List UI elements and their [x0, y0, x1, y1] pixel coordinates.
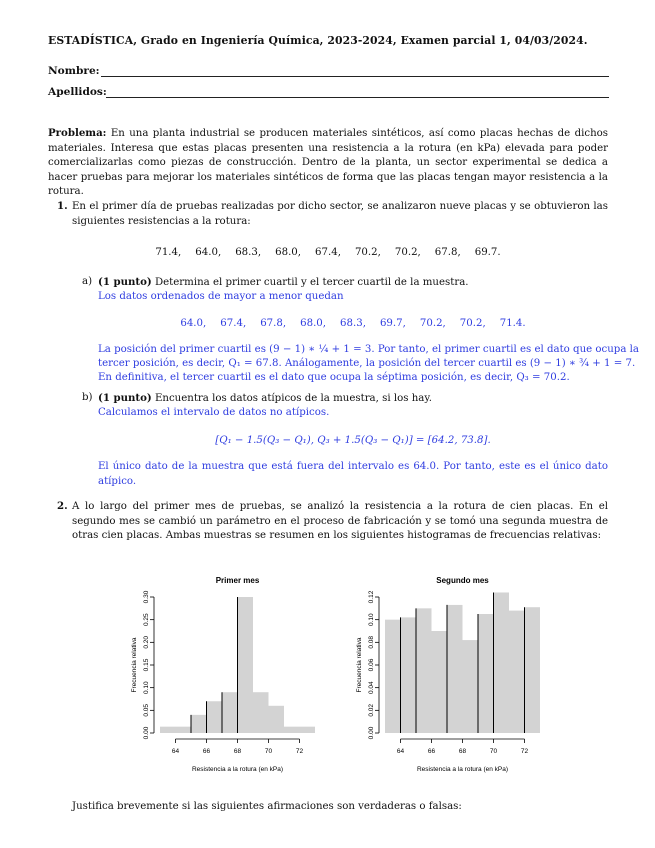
- surname-line: [106, 97, 609, 98]
- y-tick-label: 0.20: [143, 636, 150, 649]
- problem-statement: [48, 126, 608, 200]
- q1b-formula: [Q₁ − 1.5(Q₃ − Q₁), Q₃ + 1.5(Q₃ − Q₁)] = [64.2, 73.8].: [215, 435, 491, 446]
- histogram-bar: [191, 715, 207, 733]
- x-tick-label: 64: [171, 748, 180, 755]
- chart-title: Segundo mes: [436, 576, 489, 585]
- q1a-sorted-value: 70.2,: [419, 318, 446, 329]
- histogram-bar: [222, 692, 238, 733]
- histogram-bar: [478, 614, 494, 733]
- problem-text: En una planta industrial se producen materiales sintéticos, así como placas hechas de dichos materiales. Interesa que estas placas presenten una resistencia a la rotura (en kPa) elevada para poder comercializarlas como piezas de construcción. Dentro de la planta, un sector experimental se dedica a hacer pruebas para mejorar los materiales sintéticos de forma que las placas tengan mayor resistencia a la rotura.: [48, 128, 608, 198]
- y-tick-label: 0.04: [368, 681, 375, 694]
- name-line: [101, 76, 609, 77]
- q1a-marker: a): [82, 276, 93, 287]
- q1a-sorted-value: 71.4.: [499, 318, 526, 329]
- y-tick-label: 0.02: [368, 704, 375, 717]
- q1b-marker: b): [82, 392, 93, 403]
- q2-text: A lo largo del primer mes de pruebas, se analizó la resistencia a la rotura de cien placas. En el segundo mes se cambió un parámetro en el proceso de fabricación y se tomó una segunda muestra de otras cien placas. Ambas muestras se resumen en los siguientes histogramas de frecuencias relativas:: [72, 501, 608, 542]
- histogram-bar: [269, 706, 285, 733]
- histogram-bar: [385, 620, 401, 733]
- q1a-answer-line1: La posición del primer cuartil es (9 − 1) ∗ ¼ + 1 = 3. Por tanto, el primer cuartil es el dato que ocupa la: [98, 344, 639, 355]
- x-tick-label: 70: [489, 748, 498, 755]
- q1a-points: (1 punto): [98, 276, 152, 288]
- x-tick-label: 68: [458, 748, 467, 755]
- histogram-segundo-mes: [356, 576, 540, 773]
- x-tick-label: 72: [520, 748, 529, 755]
- x-tick-label: 70: [264, 748, 273, 755]
- x-axis-label: Resistencia a la rotura (en kPa): [416, 766, 509, 773]
- q1a-answer-line3: En definitiva, el tercer cuartil es el dato que ocupa la séptima posición, es decir, Q₃ = 70.2.: [98, 372, 570, 384]
- histograms-figure: [115, 565, 555, 780]
- exam-title: ESTADÍSTICA, Grado en Ingeniería Química, 2023-2024, Examen parcial 1, 04/03/2024.: [48, 34, 588, 47]
- q1b-text: Encuentra los datos atípicos de la muestra, si los hay.: [154, 393, 432, 404]
- q1-text: En el primer día de pruebas realizadas por dicho sector, se analizaron nueve placas y se obtuvieron las siguientes resistencias a la rotura:: [72, 201, 608, 227]
- q1-data-value: 68.0,: [275, 247, 302, 258]
- y-tick-label: 0.10: [368, 613, 375, 626]
- q1a-sorted-value: 64.0,: [180, 318, 207, 329]
- q1-number: 1.: [57, 200, 68, 212]
- histogram-bar: [253, 692, 269, 733]
- problem-label: Problema:: [48, 127, 107, 139]
- q1a-sorted-value: 69.7,: [379, 318, 406, 329]
- q1a-sorted-value: 67.4,: [220, 318, 247, 329]
- chart-title: Primer mes: [215, 576, 260, 585]
- q1b-conclusion: El único dato de la muestra que está fuera del intervalo es 64.0. Por tanto, este es el único dato atípico.: [98, 461, 608, 487]
- q1a-question: [98, 276, 608, 288]
- y-tick-label: 0.08: [368, 636, 375, 649]
- q2-footer: Justifica brevemente si las siguientes afirmaciones son verdaderas o falsas:: [72, 801, 462, 812]
- y-tick-label: 0.00: [143, 726, 150, 740]
- y-axis-label: Frecuencia relativa: [131, 637, 138, 693]
- x-tick-label: 66: [202, 748, 211, 755]
- histogram-bar: [463, 640, 479, 733]
- x-tick-label: 72: [295, 748, 304, 755]
- q1a-answer-line2: tercer posición, es decir, Q₁ = 67.8. Análogamente, la posición del tercer cuartil es (9 − 1) ∗ ¾ + 1 = 7.: [98, 358, 636, 370]
- histogram-bar: [207, 701, 223, 733]
- q1-data-row: [48, 247, 608, 258]
- q1b-points: (1 punto): [98, 392, 152, 404]
- q1b-answer-intro: Calculamos el intervalo de datos no atípicos.: [98, 407, 330, 418]
- q1b-question: [98, 392, 608, 404]
- q1a-sorted-value: 68.0,: [300, 318, 327, 329]
- name-label: Nombre:: [48, 65, 100, 77]
- q1a-answer-intro: Los datos ordenados de mayor a menor quedan: [98, 291, 344, 302]
- y-tick-label: 0.12: [368, 590, 375, 604]
- q2-number: 2.: [57, 500, 68, 512]
- histogram-bar: [494, 592, 510, 733]
- y-tick-label: 0.05: [143, 704, 150, 717]
- y-tick-label: 0.06: [368, 658, 375, 672]
- histogram-bar: [284, 727, 300, 733]
- x-tick-label: 66: [427, 748, 436, 755]
- y-tick-label: 0.15: [143, 658, 150, 672]
- x-tick-label: 68: [233, 748, 242, 755]
- histogram-bar: [432, 631, 448, 733]
- q1-data-value: 70.2,: [354, 247, 381, 258]
- y-tick-label: 0.00: [368, 726, 375, 740]
- histogram-bar: [176, 727, 192, 733]
- histogram-bar: [160, 727, 176, 733]
- q1a-sorted-value: 68.3,: [340, 318, 366, 329]
- q1-data-value: 67.4,: [315, 247, 341, 258]
- q1a-text: Determina el primer cuartil y el tercer cuartil de la muestra.: [154, 277, 469, 288]
- q1-data-value: 68.3,: [235, 247, 262, 258]
- histogram-bar: [447, 605, 463, 733]
- y-tick-label: 0.30: [143, 590, 150, 604]
- surname-label: Apellidos:: [48, 86, 107, 98]
- q1a-sorted-row: [98, 318, 608, 329]
- q1-data-value: 70.2,: [394, 247, 421, 258]
- x-tick-label: 64: [396, 748, 405, 755]
- y-tick-label: 0.10: [143, 681, 150, 694]
- histogram-primer-mes: [131, 576, 315, 773]
- q1-data-value: 71.4,: [155, 247, 182, 258]
- y-axis-label: Frecuencia relativa: [356, 637, 363, 693]
- q1a-sorted-value: 67.8,: [260, 318, 287, 329]
- histogram-bar: [525, 607, 541, 733]
- histogram-bar: [238, 597, 254, 733]
- q1a-sorted-value: 70.2,: [459, 318, 486, 329]
- q1-data-value: 64.0,: [195, 247, 222, 258]
- histogram-bar: [416, 608, 432, 733]
- histogram-bar: [401, 617, 417, 733]
- q1a-answer: [98, 343, 639, 386]
- q1-data-value: 69.7.: [474, 247, 501, 258]
- y-tick-label: 0.25: [143, 613, 150, 626]
- x-axis-label: Resistencia a la rotura (en kPa): [191, 766, 284, 773]
- histogram-bar: [300, 727, 316, 733]
- histogram-bar: [509, 611, 525, 733]
- q1-data-value: 67.8,: [434, 247, 461, 258]
